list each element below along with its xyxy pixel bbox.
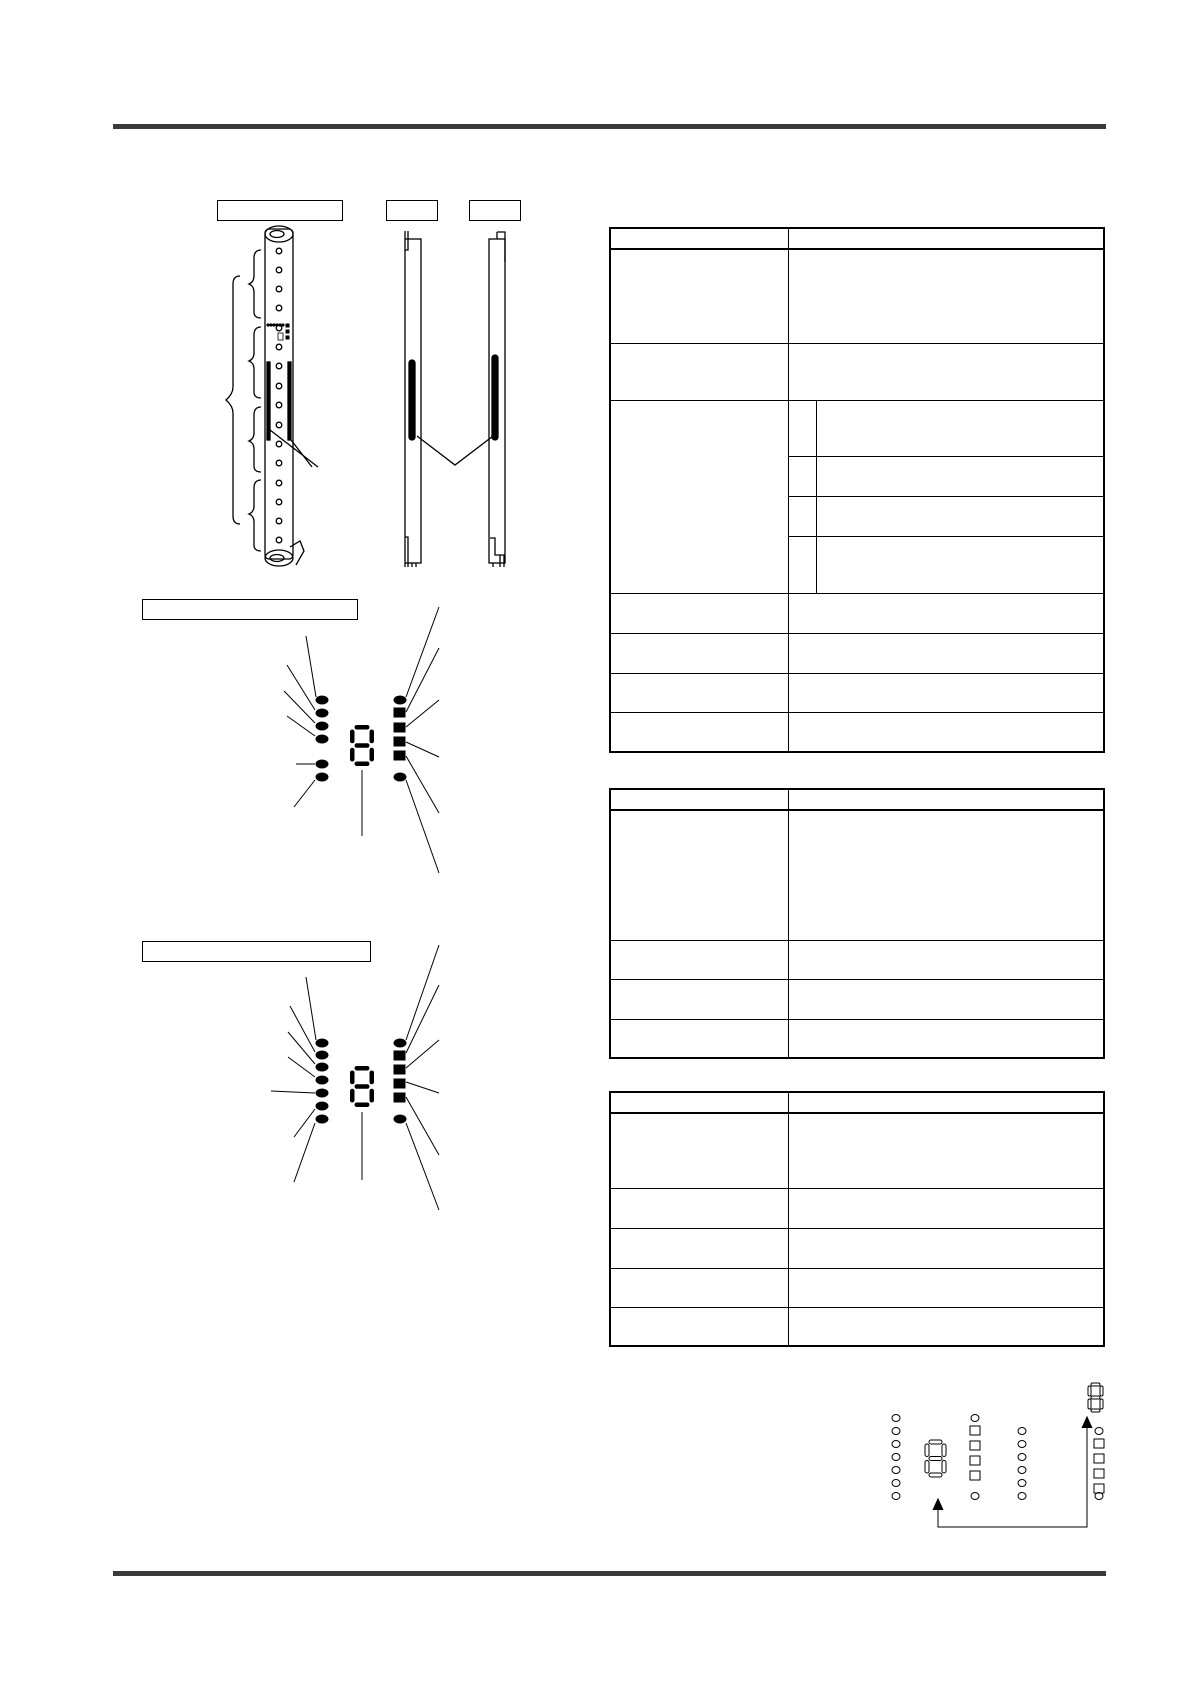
table-cell	[789, 1092, 1105, 1113]
table-cell	[789, 343, 1105, 400]
led-round-icon	[273, 324, 275, 326]
table-cell	[789, 400, 817, 456]
spec-table-1	[609, 227, 1105, 753]
table-cell	[817, 456, 1105, 496]
beam-hole-icon	[276, 499, 282, 505]
beam-hole-icon	[276, 537, 282, 543]
table-cell	[789, 536, 817, 593]
table-cell	[610, 789, 789, 810]
table-cell	[789, 1307, 1105, 1346]
table-cell	[610, 228, 789, 249]
table-cell	[789, 456, 817, 496]
beam-hole-icon	[276, 344, 282, 350]
table-cell	[610, 1113, 789, 1188]
table-cell	[610, 1188, 789, 1228]
seven-segment-display-icon	[350, 1066, 374, 1107]
table-cell	[789, 940, 1105, 979]
beam-hole-icon	[276, 441, 282, 447]
device-front-view	[226, 226, 318, 566]
beam-hole-icon	[276, 363, 282, 369]
table-cell	[817, 536, 1105, 593]
table-cell	[610, 633, 789, 673]
arrow-icon	[1082, 1417, 1092, 1428]
table-cell	[789, 1188, 1105, 1228]
table-cell	[817, 496, 1105, 536]
table-cell	[610, 979, 789, 1019]
seven-segment-display-icon	[350, 725, 374, 766]
table-cell	[610, 1307, 789, 1346]
led-round-icon	[279, 324, 281, 326]
table-cell	[789, 810, 1105, 940]
table-cell	[610, 712, 789, 752]
beam-hole-icon	[276, 267, 282, 273]
seven-segment-display-icon	[1088, 1383, 1103, 1412]
table-cell	[817, 400, 1105, 456]
table-cell	[789, 1228, 1105, 1268]
table-cell	[610, 1092, 789, 1113]
table-cell	[610, 593, 789, 633]
beam-hole-icon	[276, 518, 282, 524]
table-cell	[789, 1113, 1105, 1188]
table-cell	[789, 789, 1105, 810]
led-round-icon	[267, 324, 269, 326]
beam-hole-icon	[276, 422, 282, 428]
table-cell	[789, 979, 1105, 1019]
indicator-panel-2	[271, 945, 439, 1210]
led-square-icon	[286, 330, 289, 333]
beam-hole-icon	[276, 480, 282, 486]
device-side-view-a	[405, 231, 421, 567]
table-cell	[789, 673, 1105, 712]
table-cell	[789, 593, 1105, 633]
led-round-icon	[276, 324, 278, 326]
table-cell	[610, 673, 789, 712]
table-cell	[789, 249, 1105, 343]
table-cell	[789, 712, 1105, 752]
indicator-panel-1	[284, 607, 439, 873]
led-square-icon	[286, 324, 289, 327]
led-round-icon	[282, 324, 284, 326]
table-cell	[789, 228, 1105, 249]
table-cell	[789, 1268, 1105, 1307]
led-square-icon	[286, 336, 289, 339]
table-cell	[610, 810, 789, 940]
seven-segment-display-icon	[925, 1440, 946, 1477]
table-cell	[610, 249, 789, 343]
beam-hole-icon	[276, 402, 282, 408]
spec-table-3	[609, 1091, 1105, 1347]
beam-hole-icon	[276, 286, 282, 292]
led-round-icon	[270, 324, 272, 326]
beam-hole-icon	[276, 460, 282, 466]
table-cell	[789, 1019, 1105, 1058]
table-cell	[610, 1019, 789, 1058]
table-cell	[610, 1228, 789, 1268]
rotated-indicator-diagram	[892, 1383, 1104, 1527]
beam-hole-icon	[276, 305, 282, 311]
seven-segment-display-icon	[278, 333, 283, 340]
table-cell	[610, 940, 789, 979]
table-cell	[789, 496, 817, 536]
device-side-view-b	[489, 232, 505, 567]
table-cell	[610, 400, 789, 593]
arrow-icon	[933, 1499, 943, 1510]
table-cell	[610, 1268, 789, 1307]
table-cell	[610, 343, 789, 400]
beam-hole-icon	[276, 383, 282, 389]
spec-table-2	[609, 788, 1105, 1059]
table-cell	[789, 633, 1105, 673]
beam-hole-icon	[276, 248, 282, 254]
